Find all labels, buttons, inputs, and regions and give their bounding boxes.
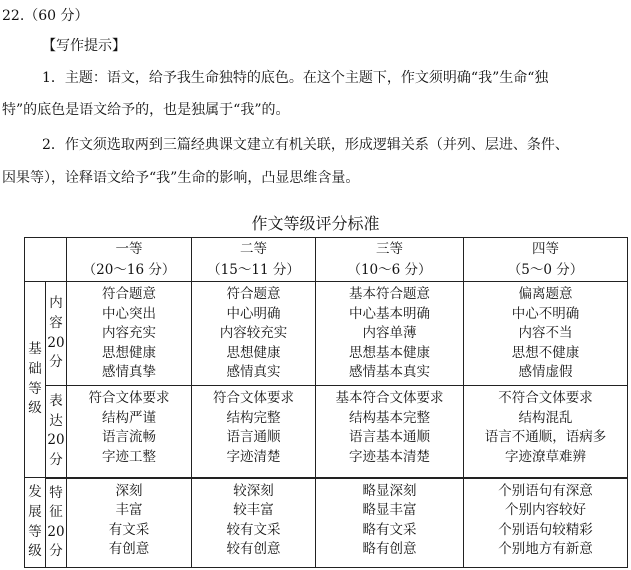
table-title: 作文等级评分标准 (251, 214, 380, 233)
feature-grade-2: 较深刻 较丰富 较有文采 较有创意 (192, 478, 316, 568)
content-row (25, 282, 628, 386)
grading-table (24, 237, 628, 568)
hint-item-1-line-1: 1．主题：语文，给予我生命独特的底色。在这个主题下，作文须明确“我”生命“独 (42, 70, 549, 86)
expression-row (25, 386, 628, 478)
table-header-row (25, 238, 628, 282)
expression-grade-1: 符合文体要求 结构严谨 语言流畅 字迹工整 (67, 386, 192, 478)
content-grade-4: 偏离题意 中心不明确 内容不当 思想不健康 感情虚假 (464, 282, 628, 386)
development-level-label: 发 展 等 级 (25, 478, 46, 568)
header-grade-1: 一等 （20～16 分） (67, 238, 192, 282)
feature-label: 特 征 20 分 (46, 478, 67, 568)
expression-grade-4: 不符合文体要求 结构混乱 语言不通顺，语病多 字迹潦草难辨 (464, 386, 628, 478)
feature-grade-4: 个别语句有深意 个别内容较好 个别语句较精彩 个别地方有新意 (464, 478, 628, 568)
header-grade-2: 二等 （15～11 分） (192, 238, 316, 282)
hint-item-2-line-1: 2．作文须选取两到三篇经典课文建立有机关联，形成逻辑关系（并列、层进、条件、 (42, 137, 569, 153)
basic-level-label: 基 础 等 级 (25, 282, 46, 478)
hint-heading: 【写作提示】 (42, 38, 126, 54)
header-grade-3: 三等 （10～6 分） (316, 238, 464, 282)
content-label: 内 容 20 分 (46, 282, 67, 386)
feature-grade-1: 深刻 丰富 有文采 有创意 (67, 478, 192, 568)
expression-grade-3: 基本符合文体要求 结构基本完整 语言基本通顺 字迹基本清楚 (316, 386, 464, 478)
header-grade-4: 四等 （5～0 分） (464, 238, 628, 282)
feature-row (25, 478, 628, 568)
content-grade-2: 符合题意 中心明确 内容较充实 思想健康 感情真实 (192, 282, 316, 386)
content-grade-3: 基本符合题意 中心基本明确 内容单薄 思想基本健康 感情基本真实 (316, 282, 464, 386)
content-grade-1: 符合题意 中心突出 内容充实 思想健康 感情真挚 (67, 282, 192, 386)
question-number: 22.（60 分） (2, 8, 89, 24)
hint-item-1-line-2: 特”的底色是语文给予的，也是独属于“我”的。 (2, 102, 290, 118)
hint-item-2-line-2: 因果等），诠释语文给予“我”生命的影响，凸显思维含量。 (2, 170, 360, 186)
header-corner-cell (25, 238, 67, 282)
expression-grade-2: 符合文体要求 结构完整 语言通顺 字迹清楚 (192, 386, 316, 478)
expression-label: 表 达 20 分 (46, 386, 67, 478)
feature-grade-3: 略显深刻 略显丰富 略有文采 略有创意 (316, 478, 464, 568)
